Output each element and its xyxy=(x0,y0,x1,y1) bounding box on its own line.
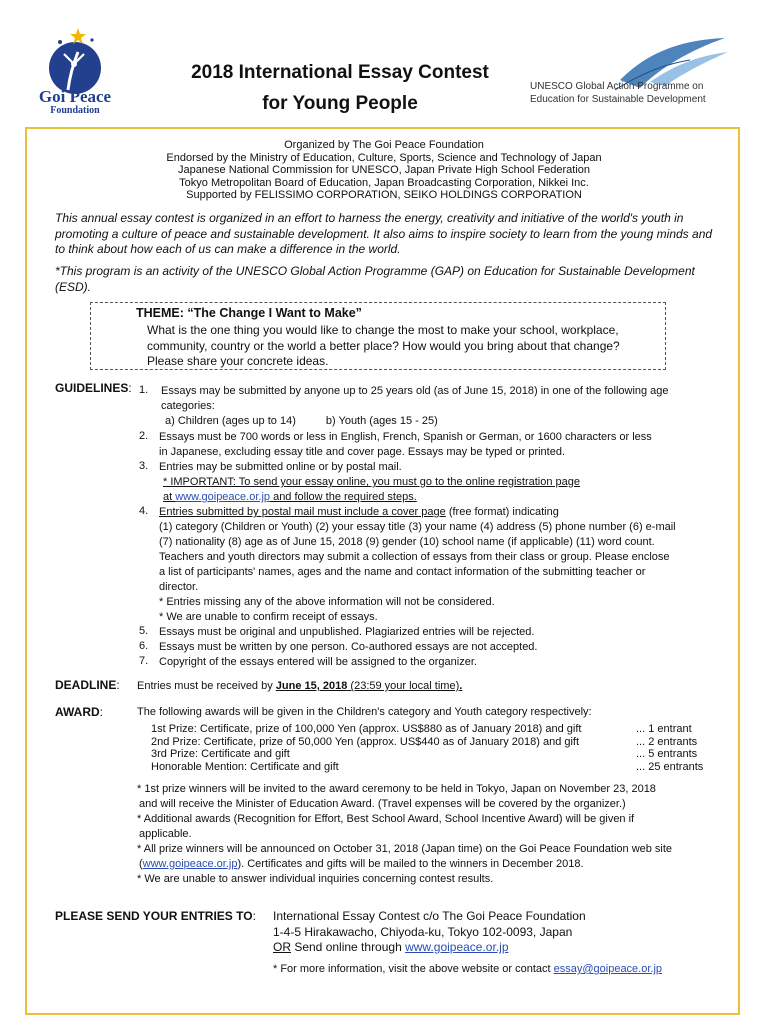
award-heading xyxy=(55,705,103,719)
guidelines-heading xyxy=(55,381,132,395)
cover-page-requirement: Entries submitted by postal mail must include a cover page xyxy=(159,506,446,518)
guideline-text: (1) category (Children or Youth) (2) your essay title (3) your name (4) address (5) phone number (6) e-mail xyxy=(159,521,676,533)
organizer-line: Endorsed by the Ministry of Education, Culture, Sports, Science and Technology of Japan xyxy=(166,151,602,164)
unesco-line-1: UNESCO Global Action Programme on xyxy=(530,81,704,92)
send-heading xyxy=(55,909,256,923)
guideline-text: * Entries missing any of the above information will not be considered. xyxy=(159,596,495,608)
deadline-date: June 15, 2018 xyxy=(275,680,348,692)
prize-count: ... 5 entrants xyxy=(636,748,698,760)
intro-paragraph: This annual essay contest is organized in an effort to harness the energy, creativity and initiative of the world's youth in promoting a culture of peace and sustainable development. It also aims to inspire society to learn from the young minds and to think about how each of us can make a difference in the world. xyxy=(55,211,713,257)
send-online-link[interactable]: www.goipeace.or.jp xyxy=(405,940,509,955)
guidelines-label: GUIDELINES xyxy=(55,381,129,395)
send-address xyxy=(273,909,733,956)
award-label: AWARD xyxy=(55,705,100,719)
prize-count: ... 1 entrant xyxy=(636,723,692,735)
theme-title: THEME: “The Change I Want to Make” xyxy=(136,306,362,320)
results-website-link[interactable]: www.goipeace.or.jp xyxy=(142,858,238,870)
address-line: 1-4-5 Hirakawacho, Chiyoda-ku, Tokyo 102-0093, Japan xyxy=(273,924,573,939)
prize-row xyxy=(151,761,741,774)
guideline-text: in Japanese, excluding essay title and cover page. Essays may be typed or printed. xyxy=(159,446,566,458)
prize-desc: 1st Prize: Certificate, prize of 100,000 Yen (approx. US$880 as of January 2018) and gift xyxy=(151,723,582,735)
guideline-number: 6. xyxy=(139,640,149,652)
guideline-number: 1. xyxy=(139,384,149,396)
guideline-text: (7) nationality (8) age as of June 15, 2018 (9) gender (10) school name (if applicable) (11) word count. xyxy=(159,536,655,548)
category-youth: b) Youth (ages 15 - 25) xyxy=(325,415,438,427)
deadline-heading xyxy=(55,678,120,692)
guideline-number: 7. xyxy=(139,655,149,667)
prize-count: ... 25 entrants xyxy=(636,760,704,773)
important-note: * IMPORTANT: To send your essay online, you must go to the online registration page xyxy=(163,476,581,488)
title-line-1: 2018 International Essay Contest xyxy=(191,62,489,83)
online-registration-line xyxy=(159,490,719,505)
prize-desc: 2nd Prize: Certificate, prize of 50,000 Yen (approx. US$440 as of January 2018) and gift xyxy=(151,735,580,748)
guideline-7: Copyright of the essays entered will be assigned to the organizer. xyxy=(159,656,477,668)
prize-list xyxy=(151,723,741,773)
award-note-rest: ). Certificates and gifts will be mailed to the winners in December 2018. xyxy=(237,858,584,870)
send-colon: : xyxy=(252,909,256,923)
guideline-1 xyxy=(161,384,721,429)
theme-body xyxy=(147,323,677,370)
organizer-line: Supported by FELISSIMO CORPORATION, SEIKO HOLDINGS CORPORATION xyxy=(186,189,582,202)
theme-line: Please share your concrete ideas. xyxy=(147,354,329,369)
guideline-text: a list of participants' names, ages and the name and contact information of the submitting teacher or xyxy=(159,566,646,578)
deadline-text xyxy=(137,679,697,694)
guideline-6: Essays must be written by one person. Co-authored essays are not accepted. xyxy=(159,641,538,653)
award-intro: The following awards will be given in the Children's category and Youth category respectively: xyxy=(137,706,592,718)
award-notes xyxy=(137,782,727,887)
cover-page-rest: (free format) indicating xyxy=(445,506,559,518)
prize-desc: Honorable Mention: Certificate and gift xyxy=(151,760,339,773)
award-note: applicable. xyxy=(139,828,192,840)
award-note: * We are unable to answer individual inquiries concerning contest results. xyxy=(137,873,494,885)
prize-row xyxy=(151,736,741,749)
organizer-line: Tokyo Metropolitan Board of Education, Japan Broadcasting Corporation, Nikkei Inc. xyxy=(179,176,589,189)
organizer-line: Japanese National Commission for UNESCO, Japan Private High School Federation xyxy=(177,164,591,177)
guideline-text: director. xyxy=(159,581,199,593)
category-children: a) Children (ages up to 14) xyxy=(165,415,296,427)
deadline-colon: : xyxy=(116,678,120,692)
guideline-number: 5. xyxy=(139,625,149,637)
registration-pre: at xyxy=(163,491,176,503)
unesco-line-2: Education for Sustainable Development xyxy=(530,94,706,105)
guideline-text: Essays must be 700 words or less in English, French, Spanish or German, or 1600 characters or less xyxy=(159,431,652,443)
contact-email-link[interactable]: essay@goipeace.or.jp xyxy=(553,963,663,975)
award-note: * All prize winners will be announced on October 31, 2018 (Japan time) on the Goi Peace Foundation web site xyxy=(137,843,673,855)
award-note: and will receive the Minister of Education Award. (Travel expenses will be covered by the organizer.) xyxy=(139,798,626,810)
guideline-text: * We are unable to confirm receipt of essays. xyxy=(159,611,378,623)
age-categories xyxy=(161,414,721,429)
or-label: OR xyxy=(273,940,291,955)
unesco-gap-text xyxy=(530,80,730,106)
theme-line: community, country or the world a better place? How would you bring about that change? xyxy=(147,338,620,353)
award-note: * 1st prize winners will be invited to the award ceremony to be held in Tokyo, Japan on November 23, 2018 xyxy=(137,783,656,795)
registration-post: and follow the required steps. xyxy=(270,491,417,503)
send-label: PLEASE SEND YOUR ENTRIES TO xyxy=(55,909,253,923)
guideline-number: 3. xyxy=(139,460,149,472)
deadline-time: (23:59 your local time) xyxy=(347,680,460,692)
guideline-number: 2. xyxy=(139,430,149,442)
guideline-number: 4. xyxy=(139,505,149,517)
address-line: International Essay Contest c/o The Goi Peace Foundation xyxy=(273,909,586,923)
deadline-period: . xyxy=(459,680,463,692)
logo-name: Goi Peace xyxy=(38,87,112,106)
paren-open: ( xyxy=(139,858,143,870)
online-line xyxy=(273,940,733,956)
prize-row xyxy=(151,748,741,761)
guideline-text xyxy=(159,505,719,520)
title-line-2: for Young People xyxy=(262,93,418,114)
guideline-text: Teachers and youth directors may submit a collection of essays from their class or group. Please enclose xyxy=(159,551,670,563)
guideline-4 xyxy=(159,505,719,625)
award-note: * Additional awards (Recognition for Effort, Best School Award, School Incentive Award) will be given if xyxy=(137,813,635,825)
gap-note-paragraph: *This program is an activity of the UNESCO Global Action Programme (GAP) on Education for Sustainable Development (ESD). xyxy=(55,264,695,294)
deadline-pre: Entries must be received by xyxy=(137,680,276,692)
prize-row xyxy=(151,723,741,736)
online-pre: Send online through xyxy=(291,940,406,955)
guideline-2 xyxy=(159,430,719,460)
logo-subtitle: Foundation xyxy=(50,105,100,116)
guideline-3 xyxy=(159,460,719,505)
guideline-text: Essays may be submitted by anyone up to 25 years old (as of June 15, 2018) in one of the following age xyxy=(161,385,669,397)
more-info xyxy=(273,962,733,977)
prize-desc: 3rd Prize: Certificate and gift xyxy=(151,748,290,760)
theme-line: What is the one thing you would like to change the most to make your school, workplace, xyxy=(147,323,619,337)
award-note xyxy=(137,857,727,872)
organizer-line: Organized by The Goi Peace Foundation xyxy=(284,139,484,151)
guidelines-colon: : xyxy=(128,381,132,395)
guideline-text: Entries may be submitted online or by postal mail. xyxy=(159,461,402,473)
organizers-block xyxy=(40,139,728,202)
registration-link[interactable]: www.goipeace.or.jp xyxy=(175,491,271,503)
page-title xyxy=(160,57,520,119)
guideline-5: Essays must be original and unpublished. Plagiarized entries will be rejected. xyxy=(159,626,535,638)
more-info-text: * For more information, visit the above website or contact xyxy=(273,963,554,975)
prize-count: ... 2 entrants xyxy=(636,735,698,748)
guideline-text: categories: xyxy=(161,400,215,412)
deadline-label: DEADLINE xyxy=(55,678,117,692)
award-colon: : xyxy=(99,705,104,719)
